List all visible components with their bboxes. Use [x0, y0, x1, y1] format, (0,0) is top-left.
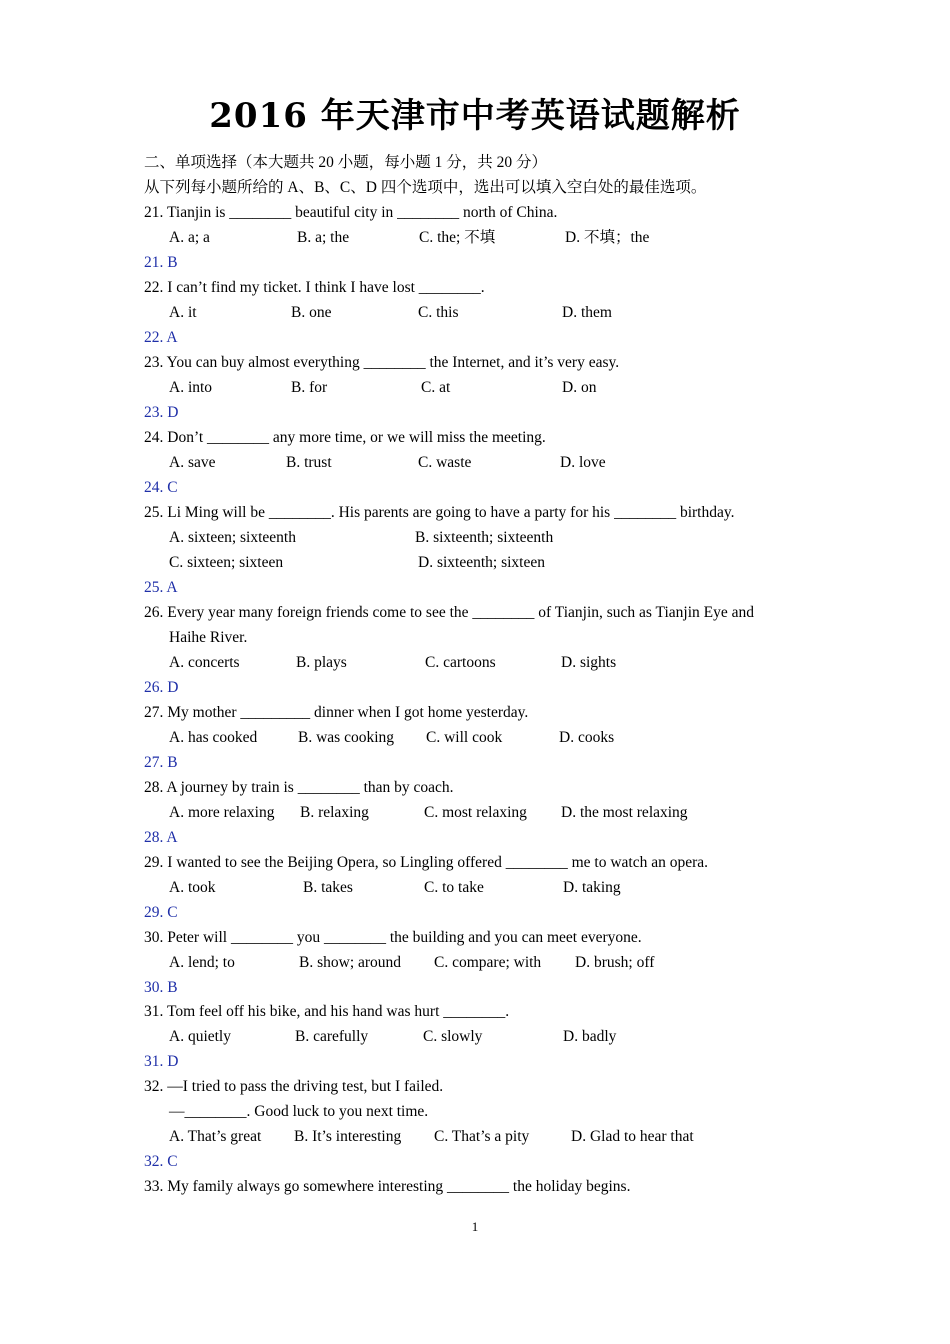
option-a: A. quietly [169, 1028, 231, 1045]
option-c: C. slowly [423, 1028, 483, 1045]
answer: 22. A [144, 329, 178, 346]
option-a: A. took [169, 879, 216, 896]
option-c: C. at [421, 379, 451, 396]
answer: 25. A [144, 579, 178, 596]
option-d: D. love [560, 454, 606, 471]
option-d: D. brush; off [575, 954, 655, 971]
option-b: B. a; the [297, 229, 350, 246]
option-c: C. compare; with [434, 954, 542, 971]
page-title: 2016 年天津市中考英语试题解析 [209, 96, 741, 136]
option-d: D. the most relaxing [561, 804, 688, 821]
option-d: D. badly [563, 1028, 617, 1045]
option-d: D. sights [561, 654, 617, 671]
section-header: 二、单项选择（本大题共 20 小题，每小题 1 分，共 20 分） [144, 154, 548, 171]
option-b: B. It’s interesting [294, 1128, 402, 1145]
question-stem: 25. Li Ming will be ________. His parents are going to have a party for his ________ birthday. [144, 504, 735, 521]
question-stem: 32. —I tried to pass the driving test, but I failed. [144, 1078, 444, 1095]
option-d: D. sixteenth; sixteen [418, 554, 545, 571]
option-b: B. plays [296, 654, 347, 671]
option-a: A. That’s great [169, 1128, 262, 1145]
question-stem: 22. I can’t find my ticket. I think I have lost ________. [144, 279, 485, 296]
question-stem: 33. My family always go somewhere interesting ________ the holiday begins. [144, 1178, 631, 1195]
option-b: B. relaxing [300, 804, 369, 821]
option-c: C. cartoons [425, 654, 496, 671]
option-c: C. most relaxing [424, 804, 527, 821]
option-b: B. one [291, 304, 332, 321]
question-stem: 21. Tianjin is ________ beautiful city in ________ north of China. [144, 204, 558, 221]
option-a: A. into [169, 379, 213, 396]
option-d: D. on [562, 379, 597, 396]
option-a: A. more relaxing [169, 804, 275, 821]
option-b: B. trust [286, 454, 332, 471]
question-stem: 26. Every year many foreign friends come to see the ________ of Tianjin, such as Tianjin Eye and [144, 604, 754, 621]
option-d: D. Glad to hear that [571, 1128, 694, 1145]
option-b: B. sixteenth; sixteenth [415, 529, 554, 546]
question-stem: 29. I wanted to see the Beijing Opera, so Lingling offered ________ me to watch an opera. [144, 854, 709, 871]
question-stem: 28. A journey by train is ________ than by coach. [144, 779, 454, 796]
question-stem: 30. Peter will ________ you ________ the building and you can meet everyone. [144, 929, 642, 946]
option-a: A. sixteen; sixteenth [169, 529, 296, 546]
option-a: A. a; a [169, 229, 210, 246]
answer: 28. A [144, 829, 178, 846]
option-a: A. lend; to [169, 954, 235, 971]
answer: 24. C [144, 479, 178, 496]
option-d: D. cooks [559, 729, 615, 746]
option-b: B. carefully [295, 1028, 369, 1045]
option-a: A. it [169, 304, 197, 321]
option-c: C. this [418, 304, 459, 321]
question-stem: 23. You can buy almost everything ________ the Internet, and it’s very easy. [144, 354, 620, 371]
page-number: 1 [471, 1219, 479, 1234]
option-b: B. takes [303, 879, 353, 896]
question-stem-continued: —________. Good luck to you next time. [169, 1103, 429, 1120]
answer: 31. D [144, 1053, 179, 1070]
option-b: B. show; around [299, 954, 402, 971]
option-c: C. will cook [426, 729, 503, 746]
question-stem: 27. My mother _________ dinner when I got home yesterday. [144, 704, 529, 721]
option-c: C. sixteen; sixteen [169, 554, 284, 571]
option-d: D. taking [563, 879, 621, 896]
question-stem: 24. Don’t ________ any more time, or we will miss the meeting. [144, 429, 546, 446]
option-c: C. waste [418, 454, 472, 471]
answer: 26. D [144, 679, 179, 696]
answer: 32. C [144, 1153, 178, 1170]
question-stem: 31. Tom feel off his bike, and his hand was hurt ________. [144, 1003, 510, 1020]
option-a: A. has cooked [169, 729, 258, 746]
option-a: A. save [169, 454, 216, 471]
option-c: C. the; 不填 [419, 229, 496, 246]
answer: 21. B [144, 254, 178, 271]
option-b: B. was cooking [298, 729, 395, 746]
question-stem-continued: Haihe River. [169, 629, 248, 646]
option-a: A. concerts [169, 654, 240, 671]
option-c: C. That’s a pity [434, 1128, 530, 1145]
answer: 23. D [144, 404, 179, 421]
option-c: C. to take [424, 879, 484, 896]
answer: 29. C [144, 904, 178, 921]
option-d: D. them [562, 304, 612, 321]
instructions: 从下列每小题所给的 A、B、C、D 四个选项中，选出可以填入空白处的最佳选项。 [144, 179, 707, 196]
answer: 30. B [144, 979, 178, 996]
answer: 27. B [144, 754, 178, 771]
option-b: B. for [291, 379, 328, 396]
option-d: D. 不填；the [565, 229, 650, 246]
